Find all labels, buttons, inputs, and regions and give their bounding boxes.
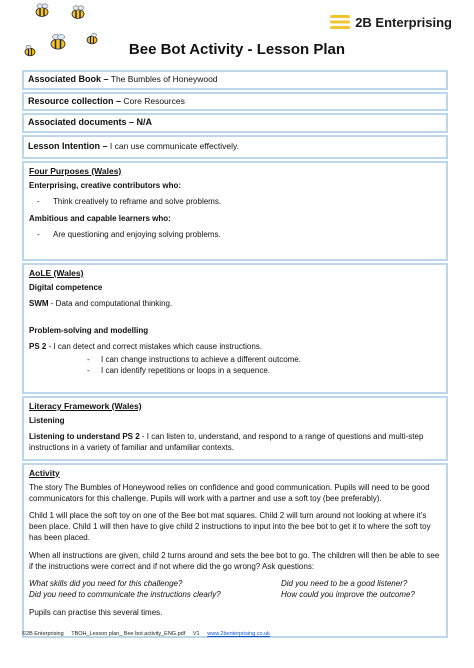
- page-title: Bee Bot Activity - Lesson Plan: [128, 41, 346, 58]
- bee-icon: [72, 6, 84, 19]
- four-purposes-heading: Four Purposes (Wales): [29, 165, 122, 176]
- footer-filename: TBOH_Lesson plan_ Bee bot activity_ENG.pdf: [71, 631, 186, 637]
- four-purposes-section: [22, 161, 448, 261]
- question-item: Did you need to communicate the instructions clearly?: [29, 590, 221, 600]
- enterprising-item: - Think creatively to reframe and solve problems.: [37, 197, 222, 207]
- aole-section: [22, 263, 448, 394]
- associated-book-row: [22, 70, 448, 90]
- bees-decoration: [0, 0, 110, 70]
- associated-documents-row: [22, 113, 448, 133]
- lesson-intention-label: Lesson Intention –: [28, 141, 108, 152]
- problem-solving-heading: Problem-solving and modelling: [29, 325, 149, 335]
- activity-paragraph-1: The story The Bumbles of Honeywood relies on confidence and good communication. Pupils will need to be good communicators for this challenge. Pupils will work with a partner and use a soft toy (bee preferably).: [29, 482, 430, 503]
- ps2-line: PS 2 - I can detect and correct mistakes which cause instructions.: [29, 342, 263, 352]
- bee-icon: [36, 4, 48, 17]
- activity-paragraph-2: Child 1 will place the soft toy on one of the Bee bot mat squares. Child 2 will turn around not looking at where it’s been place. Child 1 will then have to give child 2 instructions to input into the bee bot to get it to where the soft toy has been placed.: [29, 511, 431, 542]
- aole-heading: AoLE (Wales): [29, 267, 84, 278]
- list-item: - I can identify repetitions or loops in a sequence.: [87, 365, 270, 375]
- resource-collection-label: Resource collection –: [28, 95, 122, 106]
- footer-website-link[interactable]: www.2benterprising.co.uk: [207, 631, 270, 637]
- brand-logo: [329, 14, 452, 30]
- associated-documents-label: Associated documents – N/A: [28, 117, 153, 128]
- activity-section: [22, 463, 448, 638]
- literacy-section: [22, 396, 448, 461]
- page-footer: [22, 631, 270, 637]
- resource-collection-row: [22, 92, 448, 112]
- footer-copyright: ©2B Enterprising: [22, 631, 64, 637]
- question-item: How could you improve the outcome?: [281, 590, 415, 600]
- swm-line: SWM - Data and computational thinking.: [29, 299, 173, 309]
- footer-version: V1: [192, 631, 200, 637]
- activity-paragraph-4: Pupils can practise this several times.: [29, 607, 163, 617]
- bee-logo-icon: [329, 14, 351, 30]
- lesson-intention-row: [22, 135, 448, 159]
- activity-heading: Activity: [29, 467, 60, 478]
- list-item: - I can change instructions to achieve a different outcome.: [87, 355, 301, 365]
- activity-paragraph-3: When all instructions are given, child 2 turns around and sets the bee bot to go. The children will then be able to see if the instructions were correct and if not where did the go wrong? Ask questions:: [29, 550, 440, 571]
- literacy-heading: Literacy Framework (Wales): [29, 400, 142, 411]
- resource-collection-value: Core Resources: [123, 95, 185, 106]
- ambitious-item: - Are questioning and enjoying solving problems.: [37, 229, 221, 239]
- digital-competence-heading: Digital competence: [29, 282, 103, 292]
- associated-book-value: The Bumbles of Honeywood: [110, 74, 218, 84]
- question-item: What skills did you need for this challenge?: [29, 579, 183, 589]
- associated-book-label: Associated Book –: [28, 74, 109, 84]
- lesson-plan-table: [22, 70, 448, 640]
- question-list: [29, 579, 441, 601]
- listening-heading: Listening: [29, 415, 65, 425]
- lesson-intention-value: I can use communicate effectively.: [109, 141, 240, 152]
- ambitious-heading: Ambitious and capable learners who:: [29, 213, 171, 223]
- listening-ps2: Listening to understand PS 2 - I can listen to, understand, and respond to a range of questions and multi-step instructions in a variety of familiar and unfamiliar contexts.: [29, 432, 424, 452]
- enterprising-heading: Enterprising, creative contributors who:: [29, 180, 182, 190]
- logo-text: 2B Enterprising: [355, 14, 452, 30]
- question-item: Did you need to be a good listener?: [281, 579, 408, 589]
- ps2-list: [87, 355, 441, 376]
